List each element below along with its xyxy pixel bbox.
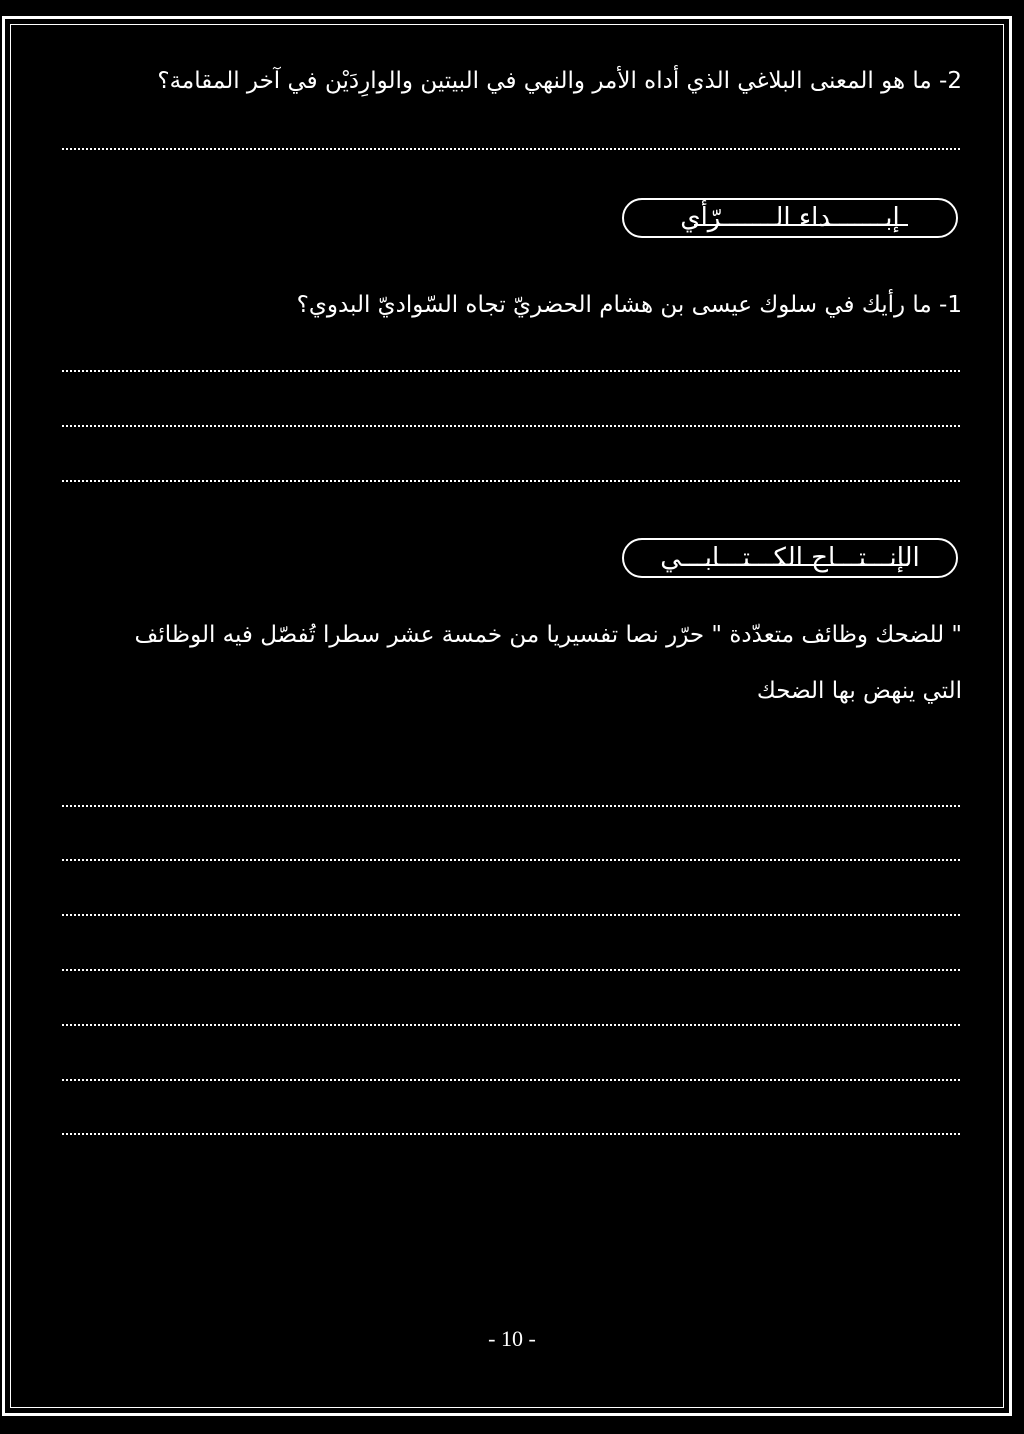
answer-line[interactable] [62,969,960,971]
answer-line[interactable] [62,1133,960,1135]
answer-line[interactable] [62,1024,960,1026]
answer-line[interactable] [62,1079,960,1081]
answer-line[interactable] [62,859,960,861]
page-number: - 10 - [488,1326,536,1351]
section-title-intaj-box [622,538,958,578]
answer-line[interactable] [62,805,960,807]
writing-prompt-line-1: " للضحك وظائف متعدّدة " حرّر نصا تفسيريا من خمسة عشر سطرا تُفصّل فيه الوظائف [134,622,962,648]
answer-line[interactable] [62,914,960,916]
answer-line[interactable] [62,370,960,372]
question-2-text: 2- ما هو المعنى البلاغي الذي أداه الأمر والنهي في البيتين والوارِدَيْن في آخر المقامة؟ [157,68,962,94]
section-title-ibdaa: إبـــــــداء الـــــــرّأي [680,203,900,233]
writing-prompt-line-2: التي ينهض بها الضحك [756,678,962,704]
answer-line[interactable] [62,148,960,150]
answer-line[interactable] [62,480,960,482]
section-title-ibdaa-box [622,198,958,238]
answer-line[interactable] [62,425,960,427]
section-title-intaj: الإنـــتـــاج الكـــتـــابـــي [660,543,920,573]
question-1-text: 1- ما رأيك في سلوك عيسى بن هشام الحضريّ تجاه السّواديّ البدوي؟ [296,292,962,318]
